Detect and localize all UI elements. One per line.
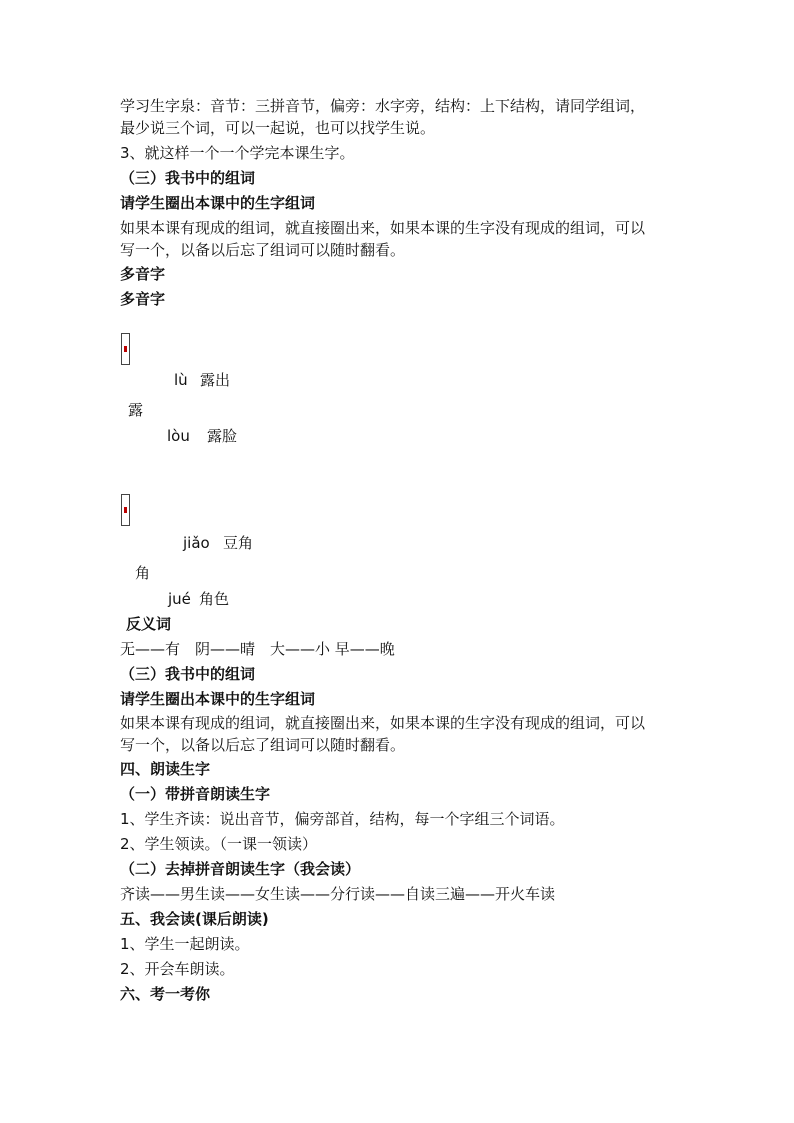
subheading: 请学生圈出本课中的生字组词 (120, 194, 316, 212)
word: 豆角 (223, 534, 254, 552)
paragraph-line: 2、学生领读。（一课一领读） (120, 835, 318, 853)
section-heading: （三）我书中的组词 (120, 665, 256, 683)
subheading: 多音字 (120, 265, 166, 283)
word: 露出 (200, 371, 231, 389)
polyphone-char: 露 (128, 401, 144, 419)
paragraph-line: 写一个，以备以后忘了组词可以随时翻看。 (120, 241, 406, 259)
paragraph-line: 最少说三个词，可以一起说，也可以找学生说。 (120, 119, 436, 137)
pinyin: lù (174, 371, 188, 389)
section-heading: 四、朗读生字 (120, 760, 211, 778)
paragraph-line: 1、学生一起朗读。 (120, 935, 250, 953)
paragraph-line: 齐读——男生读——女生读——分行读——自读三遍——开火车读 (120, 885, 556, 903)
brace-icon (121, 494, 130, 526)
paragraph-line: 3、就这样一个一个学完本课生字。 (120, 144, 355, 162)
polyphone-char: 角 (135, 564, 151, 582)
word: 角色 (199, 590, 230, 608)
paragraph-line: 写一个，以备以后忘了组词可以随时翻看。 (120, 736, 406, 754)
section-heading: （三）我书中的组词 (120, 169, 256, 187)
paragraph-line: 2、开会车朗读。 (120, 960, 235, 978)
pinyin: lòu (167, 427, 190, 445)
word: 露脸 (207, 427, 238, 445)
subheading: 请学生圈出本课中的生字组词 (120, 690, 316, 708)
paragraph-line: 无——有 阴——晴 大——小 早——晚 (120, 640, 395, 658)
subheading: 反义词 (126, 615, 172, 633)
subheading: （二）去掉拼音朗读生字（我会读） (120, 860, 361, 878)
subheading: 多音字 (120, 290, 166, 308)
section-heading: 六、考一考你 (120, 985, 211, 1003)
subheading: （一）带拼音朗读生字 (120, 785, 271, 803)
paragraph-line: 如果本课有现成的组词，就直接圈出来，如果本课的生字没有现成的组词，可以 (120, 219, 646, 237)
paragraph-line: 学习生字泉：音节：三拼音节，偏旁：水字旁，结构：上下结构，请同学组词， (120, 97, 646, 115)
section-heading: 五、我会读(课后朗读) (120, 910, 269, 928)
brace-icon (121, 333, 130, 365)
pinyin: jué (168, 590, 191, 608)
paragraph-line: 如果本课有现成的组词，就直接圈出来，如果本课的生字没有现成的组词，可以 (120, 714, 646, 732)
pinyin: jiǎo (183, 534, 210, 552)
paragraph-line: 1、学生齐读：说出音节，偏旁部首，结构，每一个字组三个词语。 (120, 810, 565, 828)
